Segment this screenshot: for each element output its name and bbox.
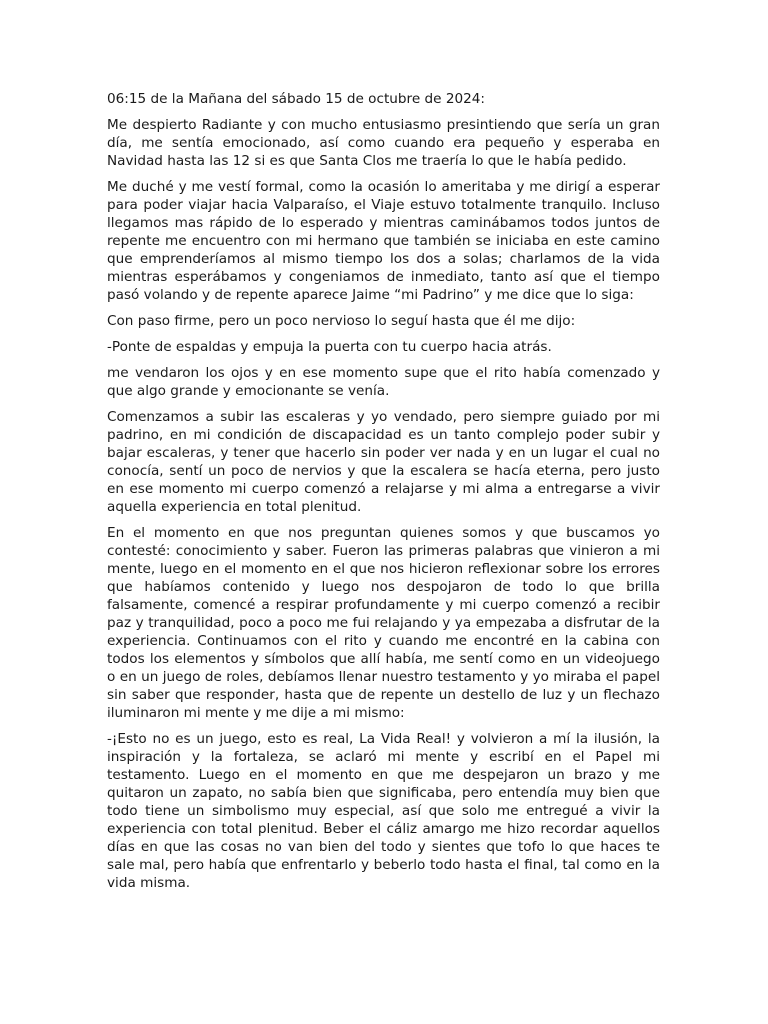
paragraph-1: Me despierto Radiante y con mucho entusiasmo presintiendo que sería un gran día, me sentía emocionado, así como cuando era pequeño y esperaba en Navidad hasta las 12 si es que Santa Clos me traería lo que le había pedido. [107, 117, 660, 169]
paragraph-2: Me duché y me vestí formal, como la ocasión lo ameritaba y me dirigí a esperar para poder viajar hacia Valparaíso, el Viaje estuvo totalmente tranquilo. Incluso llegamos mas rápido de lo esperado y mientras caminábamos todos juntos de repente me encuentro con mi hermano que también se iniciaba en este camino que emprenderíamos al mismo tiempo los dos a solas; charlamos de la vida mientras esperábamos y congeniamos de inmediato, tanto así que el tiempo pasó volando y de repente aparece Jaime “mi Padrino” y me dice que lo siga: [107, 179, 660, 303]
paragraph-8: -¡Esto no es un juego, esto es real, La Vida Real! y volvieron a mí la ilusión, la inspiración y la fortaleza, se aclaró mi mente y escribí en el Papel mi testamento. Luego en el momento en que me despejaron un brazo y me quitaron un zapato, no sabía bien que significaba, pero entendía muy bien que todo tiene un simbolismo muy especial, así que solo me entregué a vivir la experiencia con total plenitud. Beber el cáliz amargo me hizo recordar aquellos días en que las cosas no van bien del todo y sientes que tofo lo que haces te sale mal, pero había que enfrentarlo y beberlo todo hasta el final, tal como en la vida misma. [107, 731, 660, 891]
paragraph-4: -Ponte de espaldas y empuja la puerta con tu cuerpo hacia atrás. [107, 339, 552, 355]
document-heading: 06:15 de la Mañana del sábado 15 de octubre de 2024: [107, 91, 485, 107]
paragraph-3: Con paso firme, pero un poco nervioso lo seguí hasta que él me dijo: [107, 313, 576, 329]
paragraph-6: Comenzamos a subir las escaleras y yo vendado, pero siempre guiado por mi padrino, en mi condición de discapacidad es un tanto complejo poder subir y bajar escaleras, y tener que hacerlo sin poder ver nada y en un lugar el cual no conocía, sentí un poco de nervios y que la escalera se hacía eterna, pero justo en ese momento mi cuerpo comenzó a relajarse y mi alma a entregarse a vivir aquella experiencia en total plenitud. [107, 409, 660, 515]
paragraph-5: me vendaron los ojos y en ese momento supe que el rito había comenzado y que algo grande y emocionante se venía. [107, 365, 660, 399]
paragraph-7: En el momento en que nos preguntan quienes somos y que buscamos yo contesté: conocimiento y saber. Fueron las primeras palabras que vinieron a mi mente, luego en el momento en el que nos hicieron reflexionar sobre los errores que habíamos contenido y luego nos despojaron de todo lo que brilla falsamente, comencé a respirar profundamente y mi cuerpo comenzó a recibir paz y tranquilidad, poco a poco me fui relajando y ya empezaba a disfrutar de la experiencia. Continuamos con el rito y cuando me encontré en la cabina con todos los elementos y símbolos que allí había, me sentí como en un videojuego o en un juego de roles, debíamos llenar nuestro testamento y yo miraba el papel sin saber que responder, hasta que de repente un destello de luz y un flechazo iluminaron mi mente y me dije a mi mismo: [107, 525, 660, 721]
document-page [107, 90, 660, 900]
